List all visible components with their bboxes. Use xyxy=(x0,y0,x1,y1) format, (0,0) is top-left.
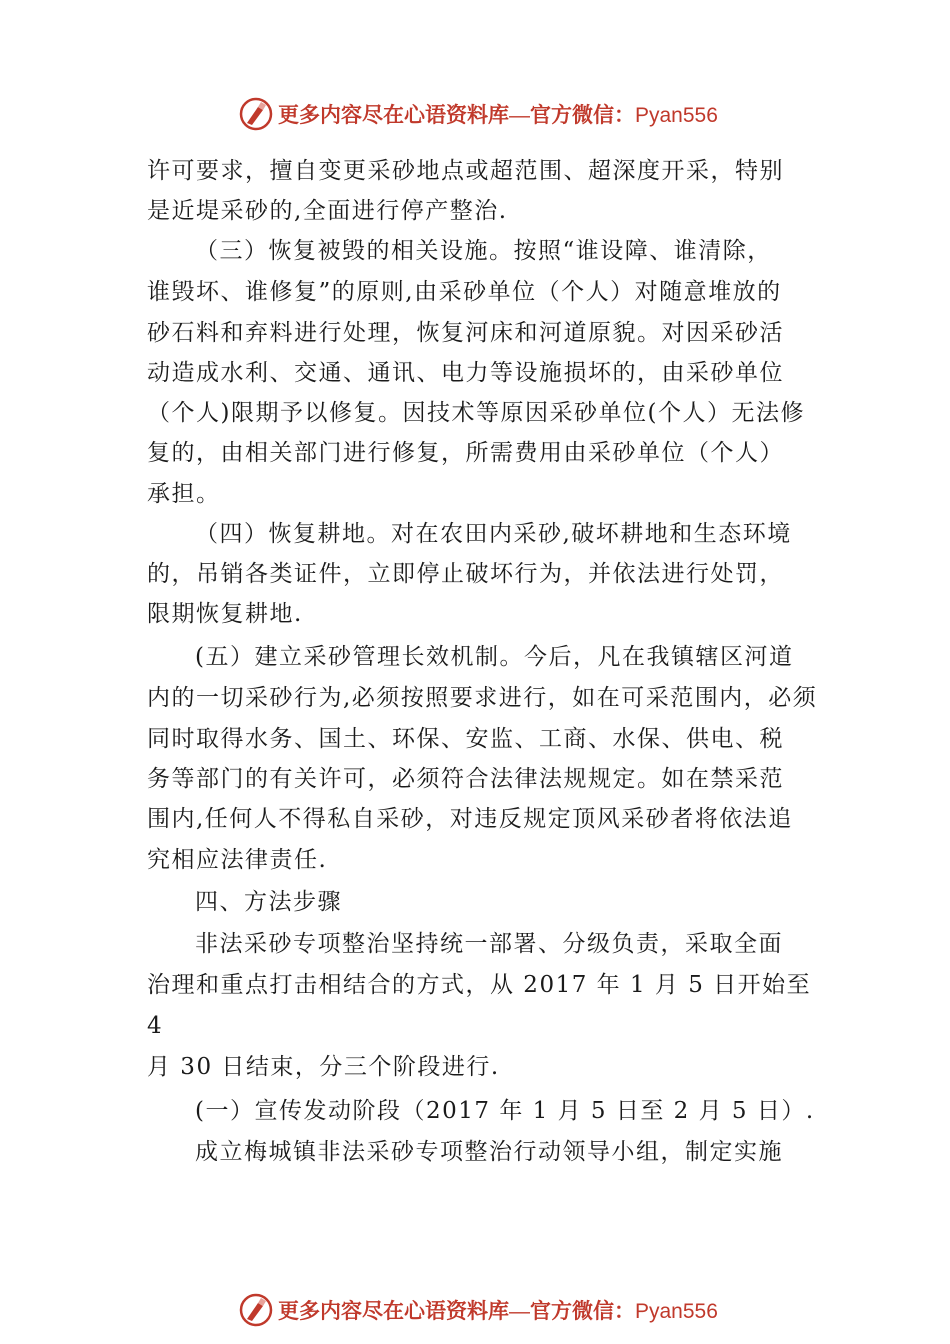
text-line: 承担。 xyxy=(147,481,221,507)
text-line: 动造成水利、交通、通讯、电力等设施损坏的，由采砂单位 xyxy=(147,360,784,386)
text-line: 内的一切采砂行为,必须按照要求进行，如在可采范围内，必须 xyxy=(147,685,818,711)
text-line: 复的，由相关部门进行修复，所需费用由采砂单位（个人） xyxy=(147,440,784,466)
section-heading: 四、方法步骤 xyxy=(195,889,342,915)
text-line: 的，吊销各类证件，立即停止破坏行为，并依法进行处罚， xyxy=(147,561,784,587)
text-line: 同时取得水务、国土、环保、安监、工商、水保、供电、税 xyxy=(147,726,784,752)
watermark-dash: — xyxy=(509,1300,530,1323)
text-line: 围内,任何人不得私自采砂，对违反规定顶风采砂者将依法追 xyxy=(147,806,793,832)
watermark-official: 官方微信： xyxy=(530,1298,635,1323)
watermark-brand: 更多内容尽在心语资料库 xyxy=(278,102,509,127)
text-line: 谁毁坏、谁修复”的原则,由采砂单位（个人）对随意堆放的 xyxy=(147,279,782,305)
text-line: 许可要求，擅自变更采砂地点或超范围、超深度开采，特别 xyxy=(147,158,784,184)
text-line: 月 30 日结束，分三个阶段进行. xyxy=(147,1054,500,1080)
text-line: 务等部门的有关许可，必须符合法律法规规定。如在禁采范 xyxy=(147,766,784,792)
text-line: 是近堤采砂的,全面进行停产整治. xyxy=(147,198,508,224)
text-line: （四）恢复耕地。对在农田内采砂,破坏耕地和生态环境 xyxy=(195,521,792,547)
text-line: (五）建立采砂管理长效机制。今后，凡在我镇辖区河道 xyxy=(195,644,794,670)
text-line: 限期恢复耕地. xyxy=(147,601,303,627)
text-line: 砂石料和弃料进行处理，恢复河床和河道原貌。对因采砂活 xyxy=(147,320,784,346)
text-line: （三）恢复被毁的相关设施。按照“谁设障、谁清除， xyxy=(195,238,772,264)
watermark-brand: 更多内容尽在心语资料库 xyxy=(278,1298,509,1323)
watermark-dash: — xyxy=(509,104,530,127)
watermark-official: 官方微信： xyxy=(530,102,635,127)
text-line: (一）宣传发动阶段（2017 年 1 月 5 日至 2 月 5 日）. xyxy=(195,1098,815,1124)
watermark-text xyxy=(278,1295,718,1325)
watermark-account: Pyan556 xyxy=(635,104,718,127)
watermark-account: Pyan556 xyxy=(635,1300,718,1323)
footer-watermark xyxy=(238,1290,718,1330)
text-line: （个人)限期予以修复。因技术等原因采砂单位(个人）无法修 xyxy=(147,400,805,426)
text-line: 成立梅城镇非法采砂专项整治行动领导小组，制定实施 xyxy=(195,1139,783,1165)
text-line: 究相应法律责任. xyxy=(147,847,328,873)
pen-logo-icon xyxy=(238,1292,274,1328)
text-line: 非法采砂专项整治坚持统一部署、分级负责，采取全面 xyxy=(195,931,783,957)
text-line: 治理和重点打击相结合的方式，从 2017 年 1 月 5 日开始至 xyxy=(147,972,812,998)
text-line: 4 xyxy=(147,1013,164,1039)
